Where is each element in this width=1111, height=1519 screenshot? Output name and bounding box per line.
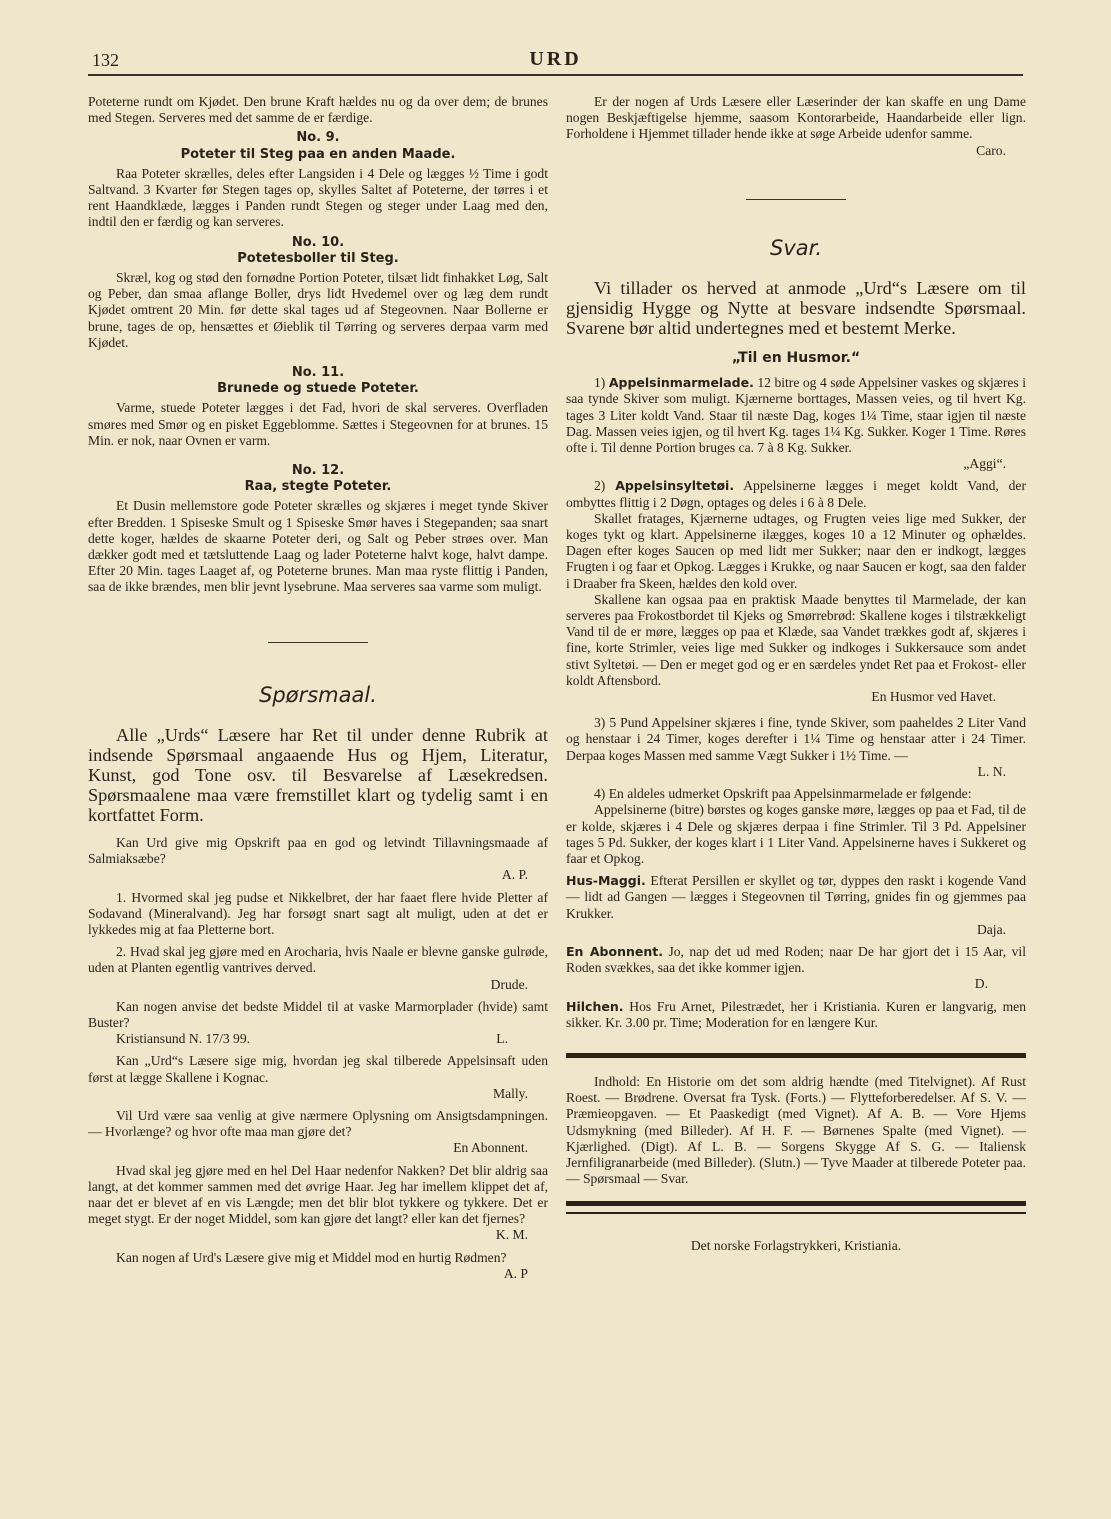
rule-thick xyxy=(566,1201,1026,1206)
recipe-title: Raa, stegte Poteter. xyxy=(244,479,392,495)
table-of-contents: Indhold: En Historie om det som aldrig hændte (med Titelvignet). Af Rust Roest. — Brødrene. Oversat fra Tysk. (Forts.) — Flytteforberedelser. Af S. V. — Præmieopgaven. — Et Paaskedigt (med Vignet). Af A. B. — Vore Hjems Udsmykning (med Billeder). Af H. F. — Børnenes Spalte (med Vignet). — Kjærlighed. (Digt). Af L. B. — Sorgens Skygge Af S. G. — Italiensk Jernfiligranarbeide (med Billeder). (Slutn.) — Tyve Maader at tilberede Poteter paa. — Spørsmaal — Svar. xyxy=(566,1073,1026,1187)
question: Vil Urd være saa venlig at give nærmere Oplysning om Ansigtsdampningen. — Hvorlænge? og hvor ofte maa man gjøre det? xyxy=(88,1107,548,1140)
rule-thick xyxy=(566,1053,1026,1058)
answer-label: En Abonnent. xyxy=(566,943,663,959)
question: Kan „Urd“s Læsere sige mig, hvordan jeg skal tilberede Appelsinsaft uden først at lægge Skallene i Kognac. xyxy=(88,1053,548,1085)
signature: L. xyxy=(496,1031,508,1047)
question: Kan nogen anvise det bedste Middel til at vaske Marmorplader (hvide) samt Buster? xyxy=(88,998,548,1030)
answer xyxy=(566,944,1026,976)
recipe-text: Varme, stuede Poteter lægges i det Fad, hvori de skal serveres. Overfladen smøres med Smør og en pisket Eggeblomme. Sættes i Stegeovnen for at brunes. 15 Min. er nok, naar Ovnen er varm. xyxy=(88,400,548,448)
recipe-text: Et Dusin mellemstore gode Poteter skrælles og skjæres i meget tynde Skiver efter Bredden. 1 Spiseske Smult og 1 Spiseske Smør haves i Stegepanden; saa snart dette koger, hældes de skaarne Poteter deri, og Salt og Peber strøes over. Man dækker godt med et tætsluttende Laag og lader Poteterne halvt koge, halvt dampe. Efter 20 Min. tages Laaget af, og Poteterne brunes. Man maa ryste flittig i Panden, saa de ikke brændes, men blir jevnt lysebrune. Maa serveres saa varme som muligt. xyxy=(88,498,548,595)
signature: A. P. xyxy=(501,867,528,883)
signature: En Husmor ved Havet. xyxy=(871,689,996,705)
left-column xyxy=(88,94,548,1282)
question: 1. Hvormed skal jeg pudse et Nikkelbret, der har faaet flere hvide Pletter af Sodavand (Mineralvand). Jeg har forsøgt snart sagt alt muligt, uden at det er lykkedes mig at faa Pletterne bort. xyxy=(88,889,548,937)
paragraph: Poteterne rundt om Kjødet. Den brune Kraft hældes nu og da over dem; de brunes med Stegen. Serveres med det samme de er færdige. xyxy=(88,94,548,126)
recipe-number: No. 9. xyxy=(296,130,340,146)
answer xyxy=(566,999,1026,1031)
answer-text: Skallet fratages, Kjærnerne udtages, og Frugten veies lige med Sukker, der koges tykt og klart. Appelsinerne ilægges, koges 10 a 12 Minuter og ophældes. Dagen efter koges Saucen op med lidt mer Sukker; naar den er indkogt, lægges Frugten i og faar et Opkog. Lægges i Krukke, og naar Saucen er kogt, saa den falder i Draaber fra Skeen, hældes den kold over. xyxy=(566,510,1026,591)
question: Er der nogen af Urds Læsere eller Læserinder der kan skaffe en ung Dame nogen Beskjæftigelse hjemme, saasom Kontorarbeide, Haandarbeide eller lign. Forholdene i Hjemmet tillader hende ikke at søge Arbeide udenfor samme. xyxy=(566,94,1026,142)
signature: A. P xyxy=(503,1265,528,1281)
signature: L. N. xyxy=(977,763,1006,779)
answer-text: 12 bitre og 4 søde Appelsiner vaskes og skjæres i saa tynde Skiver som muligt. Kjærnerne borttages, Massen veies, og til hvert Kg. tages 3 Liter koldt Vand. Staar til næste Dag, koges 1¼ Time, staar igjen til næste Dag. Massen veies igjen, og til hvert Kg. tages 1¼ Kg. Sukker. Koger 1 Time. Røres ofte i. Til denne Portion bruges ca. 7 à 8 Kg. Sukker. xyxy=(566,375,1027,456)
recipe-text: Raa Poteter skrælles, deles efter Langsiden i 4 Dele og lægges ½ Time i godt Saltvand. 3 Kvarter før Stegen tages op, skylles Saltet af Poteterne, der tørres i et rent Haandklæde, lægges i Panden rundt Stegen og steger under Laag med den, indtil den er færdig og kan serveres. xyxy=(88,165,548,230)
section-heading-sporsmaal: Spørsmaal. xyxy=(259,682,377,707)
answer: 1) Appelsinmarmelade. 12 bitre og 4 søde Appelsiner vaskes og skjæres i saa tynde Skiver som muligt. Kjærnerne borttages, Massen veies, og til hvert Kg. tages 3 Liter koldt Vand. Staar til næste Dag, koges 1¼ Time, staar igjen til næste Dag. Massen veies igjen, og til hvert Kg. tages 1¼ Kg. Sukker. Koger 1 Time. Røres ofte i. Til denne Portion bruges ca. 7 à 8 Kg. Sukker. xyxy=(566,375,1027,456)
right-column xyxy=(566,94,1026,1255)
rule-thin xyxy=(566,1212,1026,1214)
divider xyxy=(268,642,368,643)
signature: En Abonnent. xyxy=(453,1140,528,1156)
answer xyxy=(566,873,1026,922)
answer-label: Appelsinsyltetøi. xyxy=(615,478,735,494)
answer-text: Appelsinerne lægges i meget koldt Vand, der ombyttes flittig i 2 Døgn, optages og deles i 6 à 8 Dele. xyxy=(566,478,1026,510)
question: Kan Urd give mig Opskrift paa en god og letvindt Tillavningsmaade af Salmiaksæbe? xyxy=(88,834,548,867)
answer-text: Skallene kan ogsaa paa en praktisk Maade benyttes til Marmelade, der kan serveres paa Frokostbordet til Kjeks og Smørrebrød: Skallene koges i tilstrækkeligt Vand til de er møre, lægges op paa et Klæde, saa Vandet trækkes godt af, skjæres i fine, korte Strimler, veies lige med Sukker og indkoges i Sukkersauce som andet stivt Syltetøi. — Den er meget god og er en særdeles yndet Ret paa et Frokost- eller koldt Aftensbord. xyxy=(566,591,1026,688)
answer-label: Hus-Maggi. xyxy=(566,873,646,889)
printer-imprint: Det norske Forlagstrykkeri, Kristiania. xyxy=(690,1238,902,1254)
page-number: 132 xyxy=(92,50,119,70)
recipe-title: Potetesboller til Steg. xyxy=(237,250,399,266)
page-header xyxy=(88,46,1023,76)
recipe-title: Poteter til Steg paa en anden Maade. xyxy=(180,146,456,162)
answer-text: 3) 5 Pund Appelsiner skjæres i fine, tynde Skiver, som paaheldes 2 Liter Vand og henstaar i 24 Timer, koges derefter i 1¼ Time og henstaar atter i 24 Timer. Derpaa koges Massen med samme Vægt Sukker i 1½ Time. — xyxy=(566,715,1026,763)
signature: „Aggi“. xyxy=(963,456,1006,472)
recipe-number: No. 11. xyxy=(291,365,345,381)
recipe-text: Skræl, kog og stød den fornødne Portion Poteter, tilsæt lidt finhakket Løg, Salt og Peber, dan smaa aflange Boller, drys lidt Hvedemel over og læg dem rundt Kjødet omtrent 20 Min. før dette skal tages ud af Stegeovnen. Naar Bollerne er brune, tages de op, hensættes et Øieblik til Tørring og serveres derpaa varm med Kjødet. xyxy=(88,270,548,350)
signature: Daja. xyxy=(976,921,1006,937)
question-footer xyxy=(88,1031,548,1047)
question: 2. Hvad skal jeg gjøre med en Arocharia, hvis Naale er blevne ganske gulrøde, uden at Planten egentlig vantrives derved. xyxy=(88,944,548,976)
signature: K. M. xyxy=(495,1227,528,1243)
answer-text: 4) En aldeles udmerket Opskrift paa Appelsinmarmelade er følgende: xyxy=(594,786,972,802)
recipe-number: No. 10. xyxy=(291,234,345,250)
section-heading-svar: Svar. xyxy=(769,235,822,260)
answer-text: Appelsinerne (bitre) børstes og koges ganske møre, lægges op paa et Fad, til de er kolde, skjæres i 4 Dele og skjæres derpaa i fine Strimler. Til 3 Pd. Appelsiner tages 5 Pd. Sukker, der koges klart i 1 Liter Vand. Appelsinerne haves i Sukkeret og faar et Opkog. xyxy=(566,802,1026,866)
answer: 2) Appelsinsyltetøi. Appelsinerne lægges i meget koldt Vand, der ombyttes flittig i 2 Døgn, optages og deles i 6 à 8 Dele. xyxy=(566,478,1026,510)
answer-label: Hilchen. xyxy=(566,998,624,1014)
divider xyxy=(746,199,846,200)
question: Hvad skal jeg gjøre med en hel Del Haar nedenfor Nakken? Det blir aldrig saa langt, at det kommer sammen med det øvrige Haar. Jeg har imellem klippet det af, naar det er blevet af en vis Længde; men det blir blot tykkere og tykkere. Det er meget stygt. Er der noget Middel, som kan gjøre det langt? eller kan det fjernes? xyxy=(88,1162,548,1227)
section-intro: Alle „Urds“ Læsere har Ret til under denne Rubrik at indsende Spørsmaal angaaende Hus og Hjem, Literatur, Kunst, god Tone osv. til Besvarelse af Læsekredsen. Spørsmaalene maa være fremstillet klart og tydelig samt i en kortfattet Form. xyxy=(88,724,548,825)
page-title: URD xyxy=(529,48,582,70)
question: Kan nogen af Urd's Læsere give mig et Middel mod en hurtig Rødmen? xyxy=(116,1249,507,1265)
signature: Mally. xyxy=(493,1085,528,1101)
recipe-number: No. 12. xyxy=(291,463,345,479)
answer-text: Hos Fru Arnet, Pilestrædet, her i Kristiania. Kuren er langvarig, men sikker. Kr. 3.00 pr. Time; Moderation for en længere Kur. xyxy=(566,998,1026,1030)
signature: Drude. xyxy=(490,976,528,992)
answer-group-title: „Til en Husmor.“ xyxy=(731,350,861,367)
answer-text: Jo, nap det ud med Roden; naar De har gjort det i 15 Aar, vil Roden svækkes, saa det ikke kommer igjen. xyxy=(566,943,1026,976)
answer-text: Efterat Persillen er skyllet og tør, dyppes den raskt i kogende Vand — lidt ad Gangen — lægges i Stegeovnen til Tørring, gnides fin og gjemmes paa Krukker. xyxy=(566,873,1026,921)
signature: D. xyxy=(974,976,988,992)
recipe-title: Brunede og stuede Poteter. xyxy=(217,381,419,397)
section-intro: Vi tillader os herved at anmode „Urd“s Læsere om til gjensidig Hygge og Nytte at besvare indsendte Spørsmaal. Svarene bør altid undertegnes med et bestemt Merke. xyxy=(566,278,1026,339)
place-date: Kristiansund N. 17/3 99. xyxy=(116,1031,251,1047)
signature: Caro. xyxy=(976,142,1006,158)
answer-label: Appelsinmarmelade. xyxy=(608,375,754,391)
